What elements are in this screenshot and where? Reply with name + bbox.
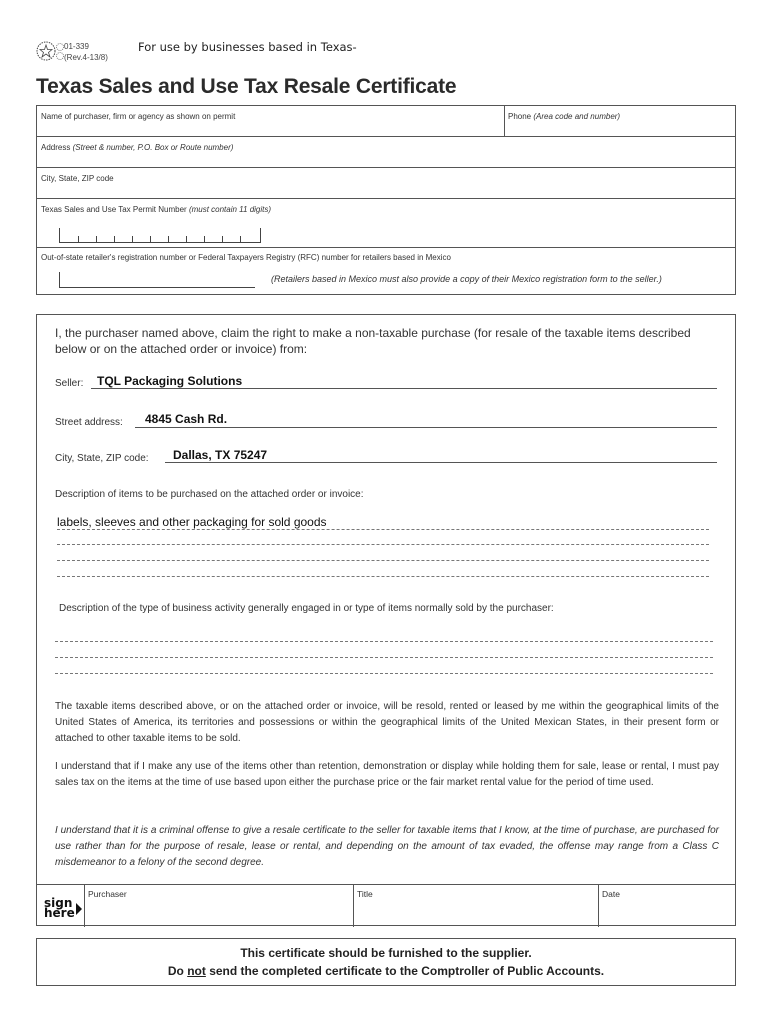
date-label: Date [602, 889, 620, 899]
resale-statement: The taxable items described above, or on the attached order or invoice, will be resold, rented or leased by me within the geographical limits of the United States of America, its territories and possessions or within the geographical limits of the United Mexican States, in their present form or attached to other taxable items to be sold. [55, 701, 719, 744]
seller-city-input[interactable]: Dallas, TX 75247 [173, 448, 268, 462]
street-line [135, 427, 717, 428]
texas-seal-icon [36, 40, 66, 62]
street-label: Street address: [55, 417, 123, 428]
signature-divider [84, 885, 85, 927]
items-line [57, 529, 709, 530]
sign-here-icon: sign here [44, 896, 75, 920]
offense-statement: I understand that it is a criminal offense to give a resale certificate to the seller for taxable items that I know, at the time of purchase, are purchased for use rather than for the purpose of resale, lease or rental, and depending on the amount of tax evaded, the offense may range from a Class C misdemeanor to a felony of the second degree. [55, 825, 719, 868]
seller-input[interactable]: TQL Packaging Solutions [97, 374, 243, 388]
address-field[interactable] [41, 143, 233, 152]
city-field[interactable] [41, 174, 114, 183]
form-number-block [64, 41, 108, 63]
phone-field[interactable] [508, 112, 620, 121]
row-divider [37, 198, 735, 199]
permit-number-input[interactable] [59, 228, 261, 243]
phone-label: Phone [508, 112, 532, 121]
rfc-number-input[interactable] [59, 272, 255, 288]
phone-hint: (Area code and number) [533, 112, 621, 121]
address-hint: (Street & number, P.O. Box or Route number) [72, 143, 234, 152]
rfc-label: Out-of-state retailer's registration number or Federal Taxpayers Registry (RFC) number for retailers based in Mexico [41, 253, 451, 262]
not-emphasis: not [187, 964, 206, 978]
for-use-note: For use by businesses based in Texas- [138, 40, 357, 54]
row-divider [37, 167, 735, 168]
title-field[interactable] [357, 889, 373, 899]
permit-label-row [41, 205, 271, 214]
business-line[interactable] [55, 673, 713, 674]
purchaser-signature-field[interactable] [88, 889, 127, 899]
permit-hint: (must contain 11 digits) [188, 205, 272, 214]
signature-divider [598, 885, 599, 927]
street-input[interactable]: 4845 Cash Rd. [145, 412, 228, 426]
city-label: City, State, ZIP code [41, 174, 114, 183]
items-line [57, 544, 709, 545]
footer-notice [36, 938, 736, 986]
form-number: 01-339 [64, 42, 89, 51]
claim-box [36, 314, 736, 926]
form-revision: (Rev.4-13/8) [64, 53, 108, 62]
seller-line [91, 388, 717, 389]
phone-divider [504, 106, 505, 136]
mexico-note: (Retailers based in Mexico must also provide a copy of their Mexico registration form to the seller.) [271, 274, 662, 284]
use-statement: I understand that if I make any use of the items other than retention, demonstration or display while holding them for sale, lease or rental, I must pay sales tax on the items at the time of use based upon either the purchase price or the fair market rental value for the period of time used. [55, 761, 719, 788]
items-input[interactable]: labels, sleeves and other packaging for sold goods [57, 515, 327, 529]
purchaser-info-box [36, 105, 736, 295]
page-title: Texas Sales and Use Tax Resale Certificate [36, 75, 457, 98]
items-line [57, 576, 709, 577]
row-divider [37, 136, 735, 137]
address-label: Address [41, 143, 71, 152]
signature-divider [353, 885, 354, 927]
items-line [57, 560, 709, 561]
items-label: Description of items to be purchased on the attached order or invoice: [55, 489, 364, 500]
purchaser-signature-label: Purchaser [88, 889, 127, 899]
notice-line-2: Do not send the completed certificate to the Comptroller of Public Accounts. [167, 964, 605, 978]
seller-label: Seller: [55, 378, 84, 389]
business-line[interactable] [55, 657, 713, 658]
purchaser-name-label: Name of purchaser, firm or agency as shown on permit [41, 112, 236, 121]
seller-city-label: City, State, ZIP code: [55, 453, 149, 464]
title-label: Title [357, 889, 373, 899]
business-line[interactable] [55, 641, 713, 642]
sign-arrow-icon [76, 903, 82, 915]
claim-statement: I, the purchaser named above, claim the right to make a non-taxable purchase (for resale of the taxable items described below or on the attached order or invoice) from: [55, 326, 691, 356]
permit-label: Texas Sales and Use Tax Permit Number [41, 205, 187, 214]
seller-city-line [165, 462, 717, 463]
date-field[interactable] [602, 889, 620, 899]
row-divider [37, 247, 735, 248]
purchaser-name-field[interactable] [41, 112, 235, 121]
business-label: Description of the type of business activity generally engaged in or type of items normally sold by the purchaser: [59, 603, 554, 614]
notice-line-1: This certificate should be furnished to the supplier. [240, 946, 532, 960]
signature-row [37, 884, 735, 927]
